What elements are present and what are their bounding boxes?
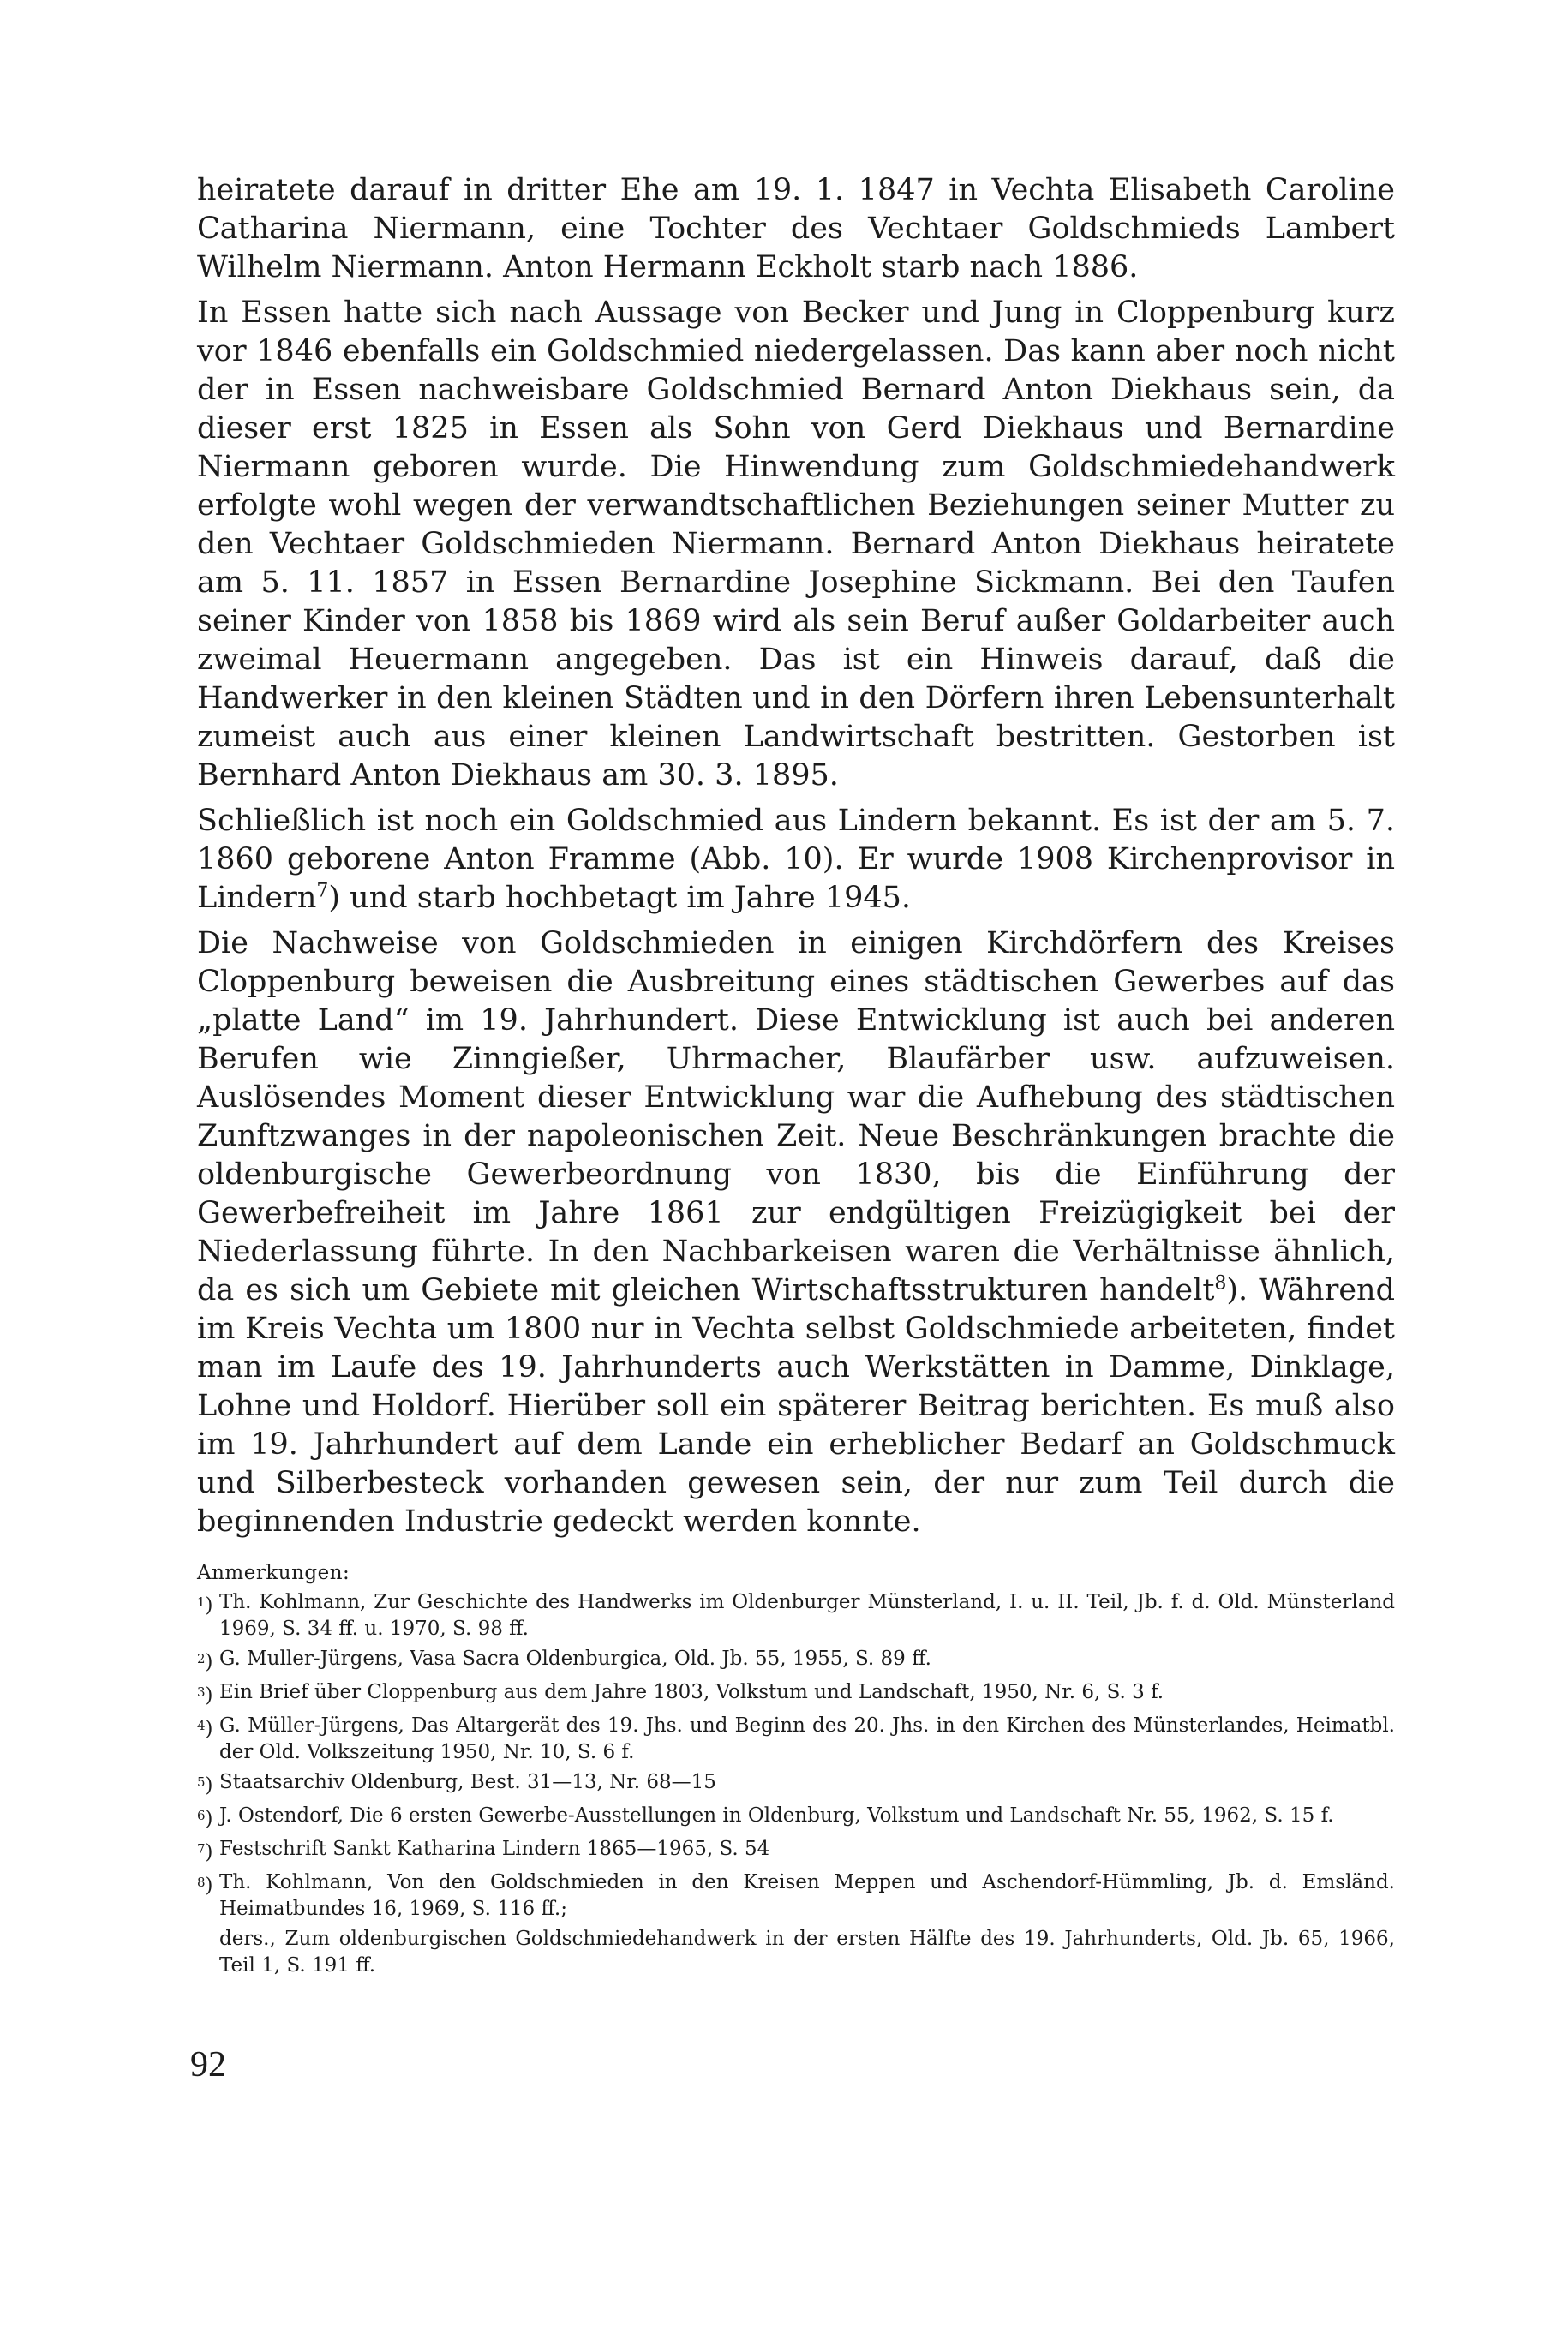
footnotes-heading: Anmerkungen: [197,1562,350,1584]
footnote-3: $^3$) Ein Brief über Cloppenburg aus dem Jahre 1803, Volkstum und Landschaft, 1950, Nr. 6, S. 3 f. [197,1679,1395,1709]
footnote-text: G. Müller-Jürgens, Das Altargerät des 19. Jhs. und Beginn des 20. Jhs. in den Kirchen des Münsterlandes, Heimatbl. der Old. Volkszeitung 1950, Nr. 10, S. 6 f. [219,1714,1395,1763]
footnote-number: 4 [197,1718,206,1733]
footnote-text: G. Muller-Jürgens, Vasa Sacra Oldenburgica, Old. Jb. 55, 1955, S. 89 ff. [219,1648,931,1670]
footnote-text: Th. Kohlmann, Von den Goldschmieden in den Kreisen Meppen und Aschendorf-Hümmling, Jb. d. Emsländ. Heimatbundes 16, 1969, S. 116 ff.; [219,1871,1395,1920]
footnote-number: 7 [197,1841,206,1857]
footnote-number: 1 [197,1594,206,1610]
page-content [197,171,1395,1983]
body-paragraph-2: In Essen hatte sich nach Aussage von Becker und Jung in Cloppenburg kurz vor 1846 ebenfalls ein Goldschmied niedergelassen. Das kann aber noch nicht der in Essen nachweisbare Goldschmied Bernard Anton Diekhaus sein, da dieser erst 1825 in Essen als Sohn von Gerd Diekhaus und Bernardine Niermann geboren wurde. Die Hinwendung zum Goldschmiedehandwerk erfolgte wohl wegen der verwandtschaftlichen Beziehungen seiner Mutter zu den Vechtaer Goldschmieden Niermann. Bernard Anton Diekhaus heiratete am 5. 11. 1857 in Essen Bernardine Josephine Sickmann. Bei den Taufen seiner Kinder von 1858 bis 1869 wird als sein Beruf außer Goldarbeiter auch zweimal Heuermann angegeben. Das ist ein Hinweis darauf, daß die Handwerker in den kleinen Städten und in den Dörfern ihren Lebensunterhalt zumeist auch aus einer kleinen Landwirtschaft bestritten. Gestorben ist Bernhard Anton Diekhaus am 30. 3. 1895. [197,296,1395,793]
footnote-2: $^2$) G. Muller-Jürgens, Vasa Sacra Oldenburgica, Old. Jb. 55, 1955, S. 89 ff. [197,1646,1395,1676]
paragraph-3-text: Schließlich ist noch ein Goldschmied aus Lindern bekannt. Es ist der am 5. 7. 1860 geborene Anton Framme (Abb. 10). Er wurde 1908 Kirchenprovisor in Lindern [197,804,1395,915]
paragraph-4-text: Die Nachweise von Goldschmieden in einigen Kirchdörfern des Kreises Cloppenburg beweisen die Ausbreitung eines städtischen Gewerbes auf das „platte Land“ im 19. Jahrhundert. Diese Entwicklung ist auch bei anderen Berufen wie Zinngießer, Uhrmacher, Blaufärber usw. aufzuweisen. Auslösendes Moment dieser Entwicklung war die Aufhebung des städtischen Zunftzwanges in der napoleonischen Zeit. Neue Beschränkungen brachte die oldenburgische Gewerbeordnung von 1830, bis die Einführung der Gewerbefreiheit im Jahre 1861 zur endgültigen Freizügigkeit bei der Niederlassung führte. In den Nachbarkeisen waren die Verhältnisse ähnlich, da es sich um Gebiete mit gleichen Wirtschaftsstrukturen handelt [197,926,1395,1307]
paragraph-4-text-end: ). Während im Kreis Vechta um 1800 nur in Vechta selbst Goldschmiede arbeiteten, findet man im Laufe des 19. Jahrhunderts auch Werkstätten in Damme, Dinklage, Lohne und Holdorf. Hierüber soll ein späterer Beitrag berichten. Es muß also im 19. Jahrhundert auf dem Lande ein erheblicher Bedarf an Goldschmuck und Silberbesteck vorhanden gewesen sein, der nur zum Teil durch die beginnenden Industrie gedeckt werden konnte. [197,1273,1395,1539]
footnote-6: $^6$) J. Ostendorf, Die 6 ersten Gewerbe-Ausstellungen in Oldenburg, Volkstum und Landschaft Nr. 55, 1962, S. 15 f. [197,1803,1395,1833]
footnote-ref-8: 8 [1214,1272,1227,1295]
footnote-8: $^8$) Th. Kohlmann, Von den Goldschmieden in den Kreisen Meppen und Aschendorf-Hümmling, Jb. d. Emsländ. Heimatbundes 16, 1969, S. 116 ff.; [197,1869,1395,1923]
footnote-number: 2 [197,1651,206,1666]
body-paragraph-3 [197,802,1395,918]
paragraph-3-text-end: ) und starb hochbetagt im Jahre 1945. [328,881,912,915]
footnote-1: $^1$) Th. Kohlmann, Zur Geschichte des Handwerks im Oldenburger Münsterland, I. u. II. Teil, Jb. f. d. Old. Münsterland 1969, S. 34 ff. u. 1970, S. 98 ff. [197,1589,1395,1642]
footnote-text: Staatsarchiv Oldenburg, Best. 31—13, Nr. 68—15 [219,1771,716,1793]
footnote-5: $^5$) Staatsarchiv Oldenburg, Best. 31—13, Nr. 68—15 [197,1769,1395,1799]
page-number: 92 [190,2045,226,2085]
footnote-ref-7: 7 [316,880,329,902]
body-paragraph-1: heiratete darauf in dritter Ehe am 19. 1. 1847 in Vechta Elisabeth Caroline Catharina Niermann, eine Tochter des Vechtaer Goldschmieds Lambert Wilhelm Niermann. Anton Hermann Eckholt starb nach 1886. [197,173,1395,284]
footnote-text: Festschrift Sankt Katharina Lindern 1865—1965, S. 54 [219,1838,770,1860]
footnote-number: 3 [197,1684,206,1700]
footnote-number: 8 [197,1875,206,1890]
footnote-number: 6 [197,1808,206,1823]
footnote-number: 5 [197,1774,206,1790]
footnote-7: $^7$) Festschrift Sankt Katharina Lindern 1865—1965, S. 54 [197,1836,1395,1866]
footnote-text: Th. Kohlmann, Zur Geschichte des Handwerks im Oldenburger Münsterland, I. u. II. Teil, Jb. f. d. Old. Münsterland 1969, S. 34 ff. u. 1970, S. 98 ff. [219,1591,1395,1640]
body-paragraph-4 [197,924,1395,1541]
footnote-8-continuation: ders., Zum oldenburgischen Goldschmiedehandwerk in der ersten Hälfte des 19. Jahrhunderts, Old. Jb. 65, 1966, Teil 1, S. 191 ff. [219,1928,1395,1977]
footnote-text: J. Ostendorf, Die 6 ersten Gewerbe-Ausstellungen in Oldenburg, Volkstum und Landschaft Nr. 55, 1962, S. 15 f. [219,1804,1334,1827]
footnote-4: $^4$) G. Müller-Jürgens, Das Altargerät des 19. Jhs. und Beginn des 20. Jhs. in den Kirchen des Münsterlandes, Heimatbl. der Old. Volkszeitung 1950, Nr. 10, S. 6 f. [197,1713,1395,1766]
footnote-text: Ein Brief über Cloppenburg aus dem Jahre 1803, Volkstum und Landschaft, 1950, Nr. 6, S. 3 f. [219,1681,1164,1703]
